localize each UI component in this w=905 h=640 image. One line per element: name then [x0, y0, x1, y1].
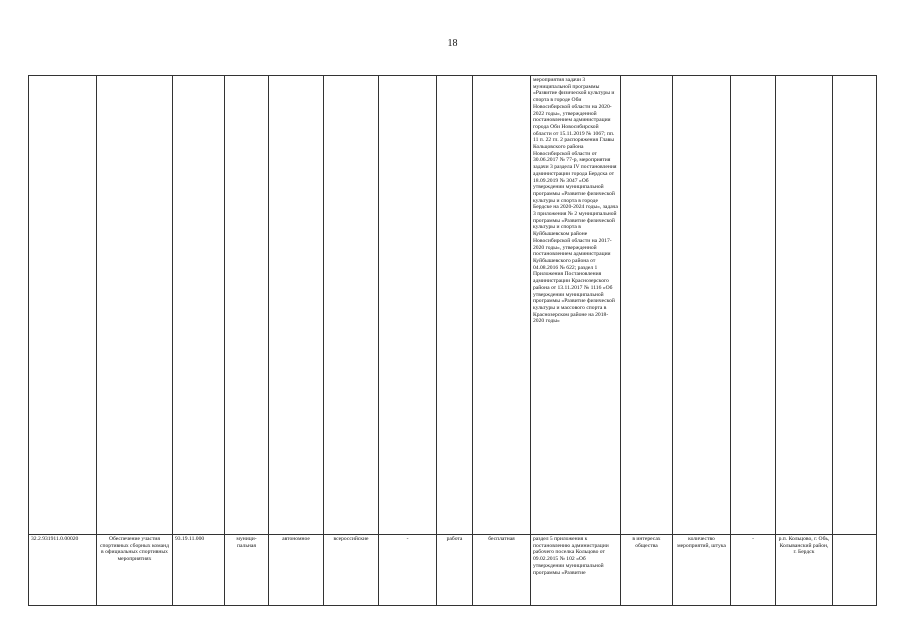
- cell-level: муници-пальная: [225, 535, 269, 606]
- cell-dash: -: [379, 535, 437, 606]
- table-row: [29, 535, 877, 606]
- registry-table: [28, 75, 877, 606]
- cell-consumers: в интересах общества: [621, 535, 673, 606]
- table-row: [29, 76, 877, 535]
- cell-dash: -: [731, 535, 776, 606]
- cell-empty: [731, 76, 776, 535]
- cell-indicator: количество мероприятий, штука: [673, 535, 731, 606]
- cell-kind: работа: [437, 535, 473, 606]
- cell-institution-type: автономное: [269, 535, 324, 606]
- cell-payment: бесплатная: [473, 535, 531, 606]
- cell-scope: [324, 76, 379, 535]
- cell-code: [29, 76, 97, 535]
- cell-kind: [437, 76, 473, 535]
- cell-okved: 93.19.11.000: [173, 535, 225, 606]
- cell-legal-basis: раздел 5 приложения к постановлению администрации рабочего поселка Кольцово от 09.02.2015 № 102 «Об утверждении муниципальной программы «Развитие: [531, 535, 621, 606]
- cell-payment: [473, 76, 531, 535]
- cell-name: Обеспечение участия спортивных сборных команд в официальных спортивных мероприятиях: [97, 535, 173, 606]
- cell-name: [97, 76, 173, 535]
- cell-scope: всероссийские: [324, 535, 379, 606]
- cell-legal-basis: мероприятия задачи 3 муниципальной программы «Развитие физической культуры и спорта в городе Оби Новосибирской области на 2020-2022 годы», утвержденной постановлением администрации города Оби Новосибирской области от 15.11.2019 № 1067; пп. 11 п. 22 гл. 2 распоряжения Главы Кольцовского района Новосибирской области от 30.06.2017 № 77-р, мероприятия задачи 3 раздела IV постановления администрации города Бердска от 18.09.2019 № 3047 «Об утверждении муниципальной программы «Развитие физической культуры и спорта в городе Бердске на 2020-2024 годы», задача 3 приложения № 2 муниципальной программы «Развитие физической культуры и спорта в Куйбышевском районе Новосибирской области на 2017-2020 годы», утвержденной постановлением администрации Куйбышевского района от 04.08.2016 № 622; раздел 1 Приложения Постановления администрации Краснозерского района от 13.11.2017 № 1116 «Об утверждении муниципальной программы «Развитие физической культуры и массового спорта в Краснозерском районе на 2018-2020 годы»: [531, 76, 621, 535]
- cell-code: 32.2.931911.0.00020: [29, 535, 97, 606]
- cell-indicator: [673, 76, 731, 535]
- cell-okved: [173, 76, 225, 535]
- cell-territory: [776, 76, 833, 535]
- cell-empty: [833, 535, 877, 606]
- cell-level: [225, 76, 269, 535]
- cell-territory: р.п. Кольцово, г. Обь, Колыванский район, г. Бердск: [776, 535, 833, 606]
- cell-institution-type: [269, 76, 324, 535]
- cell-consumers: [621, 76, 673, 535]
- cell-empty: [833, 76, 877, 535]
- cell-empty: [379, 76, 437, 535]
- page-number: 18: [447, 38, 458, 49]
